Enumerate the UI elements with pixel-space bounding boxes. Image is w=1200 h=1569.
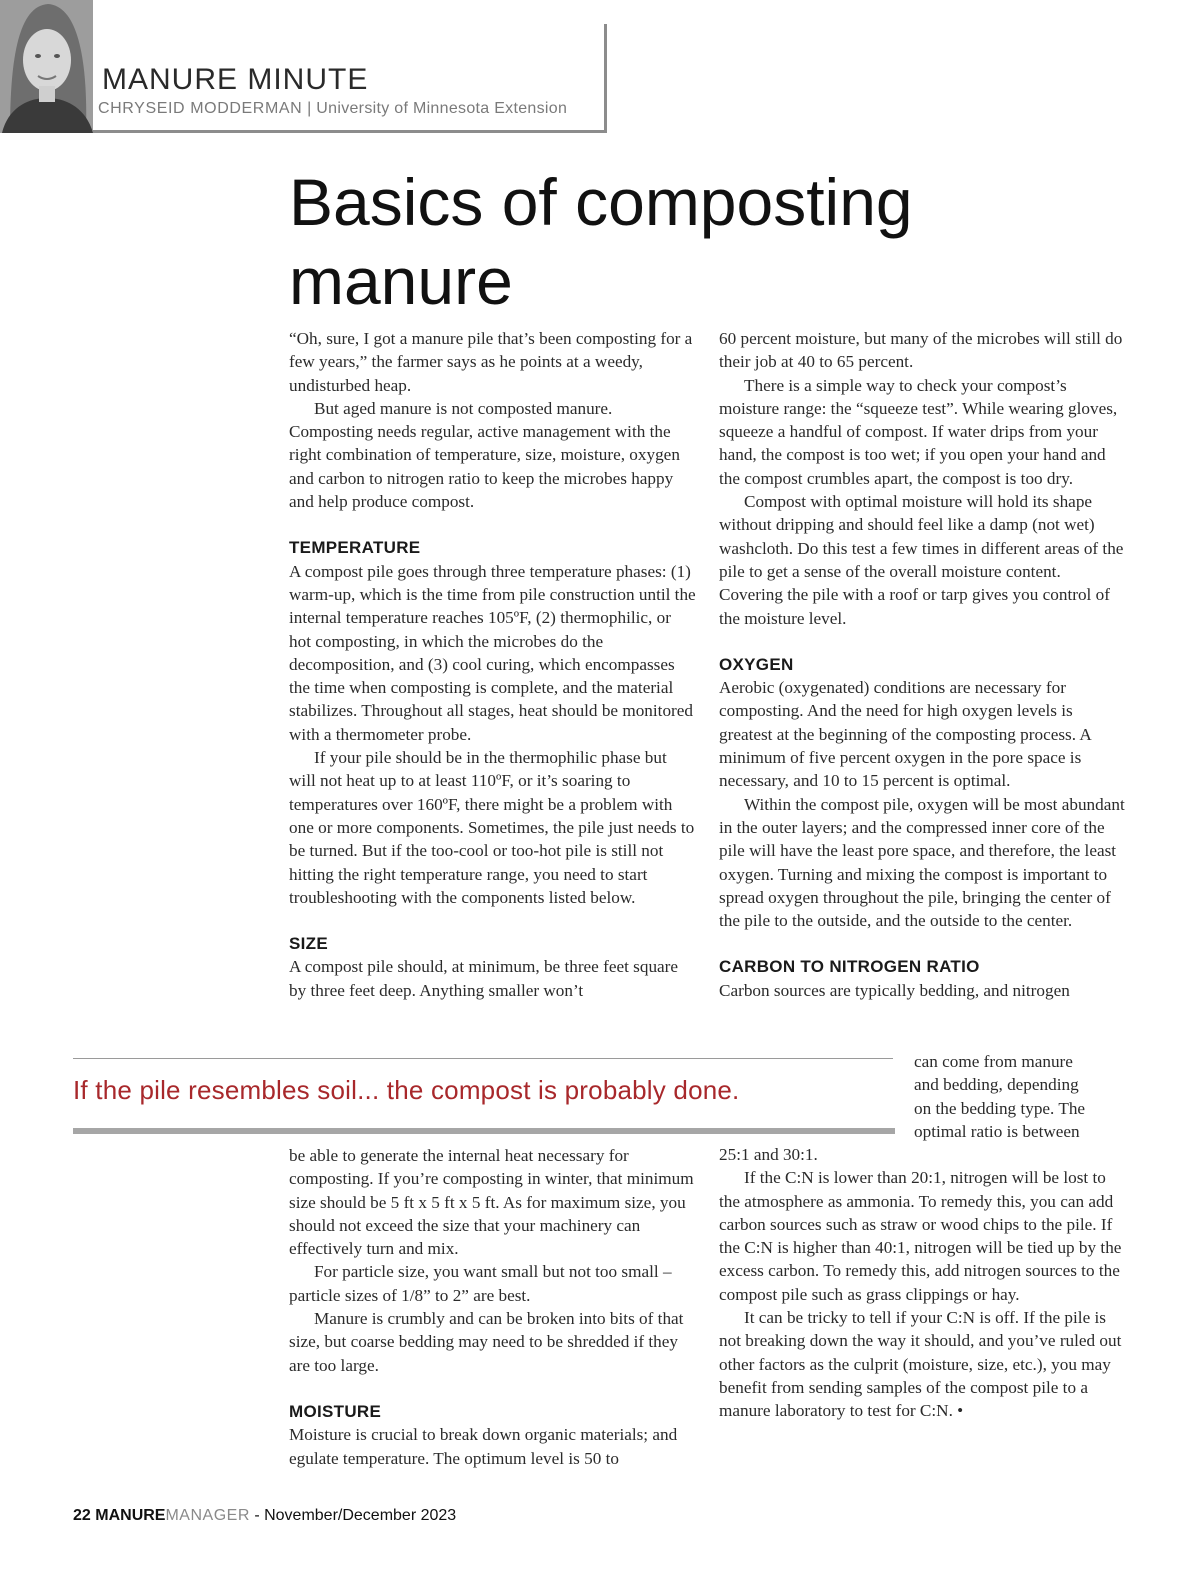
issue-date: - November/December 2023 — [254, 1507, 457, 1524]
section-heading-cn-ratio: CARBON TO NITROGEN RATIO — [719, 957, 980, 977]
cn-ratio-wrap-line: can come from manure — [914, 1052, 1073, 1071]
section-heading-temperature: TEMPERATURE — [289, 538, 421, 558]
section-heading-oxygen: OXYGEN — [719, 654, 794, 674]
cn-ratio-wrap-line: on the bedding type. The — [914, 1098, 1086, 1118]
left-column-upper — [289, 327, 697, 1002]
magazine-name-bold: MANURE — [95, 1507, 166, 1524]
intro-paragraph: But aged manure is not composted manure. Composting needs regular, active management with the right combination of temperature, size, moisture, oxygen and carbon to nitrogen ratio to keep the microbes happy and help produce compost. — [289, 398, 680, 512]
page-folio — [73, 1507, 456, 1525]
article-title-line-1: Basics of composting — [289, 165, 913, 239]
page-number: 22 — [73, 1507, 91, 1524]
left-column-lower — [289, 1144, 697, 1470]
size-paragraph: A compost pile should, at minimum, be three feet square by three feet deep. Anything smaller won’t — [289, 957, 679, 1000]
pull-quote-top-rule — [73, 1058, 893, 1059]
right-column-upper — [719, 327, 1127, 1002]
cn-ratio-wrap-line: and bedding, depending — [914, 1075, 1079, 1095]
oxygen-paragraph: Aerobic (oxygenated) conditions are necessary for composting. And the need for high oxygen levels is greatest at the beginning of the composting process. A minimum of five percent oxygen in the pore space is necessary, and 10 to 15 percent is optimal. — [719, 678, 1091, 791]
cn-ratio-paragraph: It can be tricky to tell if your C:N is off. If the pile is not breaking down the way it should, and you’ve ruled out other factors as the culprit (moisture, size, etc.), you may benefit from sending samples of the compost pile to a manure laboratory to test for C:N. • — [719, 1308, 1122, 1421]
size-paragraph: For particle size, you want small but not too small – particle sizes of 1/8” to 2” are best. — [289, 1262, 672, 1305]
moisture-paragraph: Compost with optimal moisture will hold its shape without dripping and should feel like a damp (not wet) washcloth. Do this test a few times in different areas of the pile to get a sense of the overall moisture content. Covering the pile with a roof or tarp gives you control of the moisture level. — [719, 492, 1124, 628]
moisture-paragraph: There is a simple way to check your compost’s moisture range: the “squeeze test”. While wearing gloves, squeeze a handful of compost. If water drips from your hand, the compost is too wet; if you open your hand and the compost crumbles apart, the compost is too dry. — [719, 375, 1118, 488]
size-paragraph: Manure is crumbly and can be broken into bits of that size, but coarse bedding may need to be shredded if they are too large. — [289, 1309, 684, 1375]
temperature-paragraph: A compost pile goes through three temperature phases: (1) warm-up, which is the time from pile construction until the internal temperature reaches 105ºF, (2) thermophilic, or hot composting, in which the microbes do the decomposition, and (3) cool curing, which encompasses the time when composting is complete, and the material stabilizes. Throughout all stages, heat should be monitored with a thermometer probe. — [289, 561, 696, 744]
oxygen-paragraph: Within the compost pile, oxygen will be most abundant in the outer layers; and the compressed inner core of the pile will have the least pore space, and therefore, the least oxygen. Turning and mixing the compost is important to spread oxygen throughout the pile, bringing the center of the pile to the outside, and the outside to the center. — [719, 794, 1125, 931]
section-heading-size: SIZE — [289, 934, 328, 954]
pull-quote-bottom-rule — [73, 1128, 895, 1134]
cn-ratio-line: Carbon sources are typically bedding, and nitrogen — [719, 980, 1070, 1000]
section-heading-moisture: MOISTURE — [289, 1401, 382, 1421]
right-column-lower — [719, 1143, 1127, 1423]
right-column-wrap — [914, 1050, 1134, 1143]
cn-ratio-paragraph: 25:1 and 30:1. — [719, 1145, 818, 1164]
column-name: MANURE MINUTE — [102, 63, 369, 96]
magazine-name-light: MANAGER — [165, 1507, 250, 1524]
byline-separator: | — [307, 100, 312, 117]
cn-ratio-paragraph: If the C:N is lower than 20:1, nitrogen will be lost to the atmosphere as ammonia. To remedy this, you can add carbon sources such as straw or wood chips to the pile. If the C:N is higher than 40:1, nitrogen will be tied up by the excess carbon. To remedy this, add nitrogen sources to the compost pile such as grass clippings or hay. — [719, 1168, 1122, 1304]
intro-paragraph: “Oh, sure, I got a manure pile that’s been composting for a few years,” the farmer says as he points at a weedy, undisturbed heap. — [289, 329, 693, 395]
header-vertical-rule — [604, 24, 607, 132]
moisture-paragraph: Moisture is crucial to break down organic materials; and egulate temperature. The optimum level is 50 to — [289, 1425, 678, 1468]
header-horizontal-rule — [93, 130, 607, 133]
author-headshot — [0, 0, 93, 133]
author-affiliation: University of Minnesota Extension — [316, 100, 568, 117]
author-name: CHRYSEID MODDERMAN — [98, 100, 303, 117]
byline — [98, 100, 567, 118]
article-title-line-2: manure — [289, 244, 513, 318]
size-paragraph: be able to generate the internal heat necessary for composting. If you’re composting in winter, that minimum size should be 5 ft x 5 ft x 5 ft. As for maximum size, you should not exceed the size that your machinery can effectively turn and mix. — [289, 1146, 694, 1259]
pull-quote: If the pile resembles soil... the compost is probably done. — [73, 1075, 740, 1105]
cn-ratio-wrap-line: optimal ratio is between — [914, 1121, 1080, 1141]
article-title — [289, 163, 1109, 321]
temperature-paragraph: If your pile should be in the thermophilic phase but will not heat up to at least 110ºF, or it’s soaring to temperatures over 160ºF, there might be a problem with one or more components. Sometimes, the pile just needs to be turned. But if the too-cool or too-hot pile is still not hitting the right temperature range, you need to start troubleshooting with the components listed below. — [289, 748, 695, 907]
moisture-paragraph: 60 percent moisture, but many of the microbes will still do their job at 40 to 65 percent. — [719, 329, 1123, 372]
